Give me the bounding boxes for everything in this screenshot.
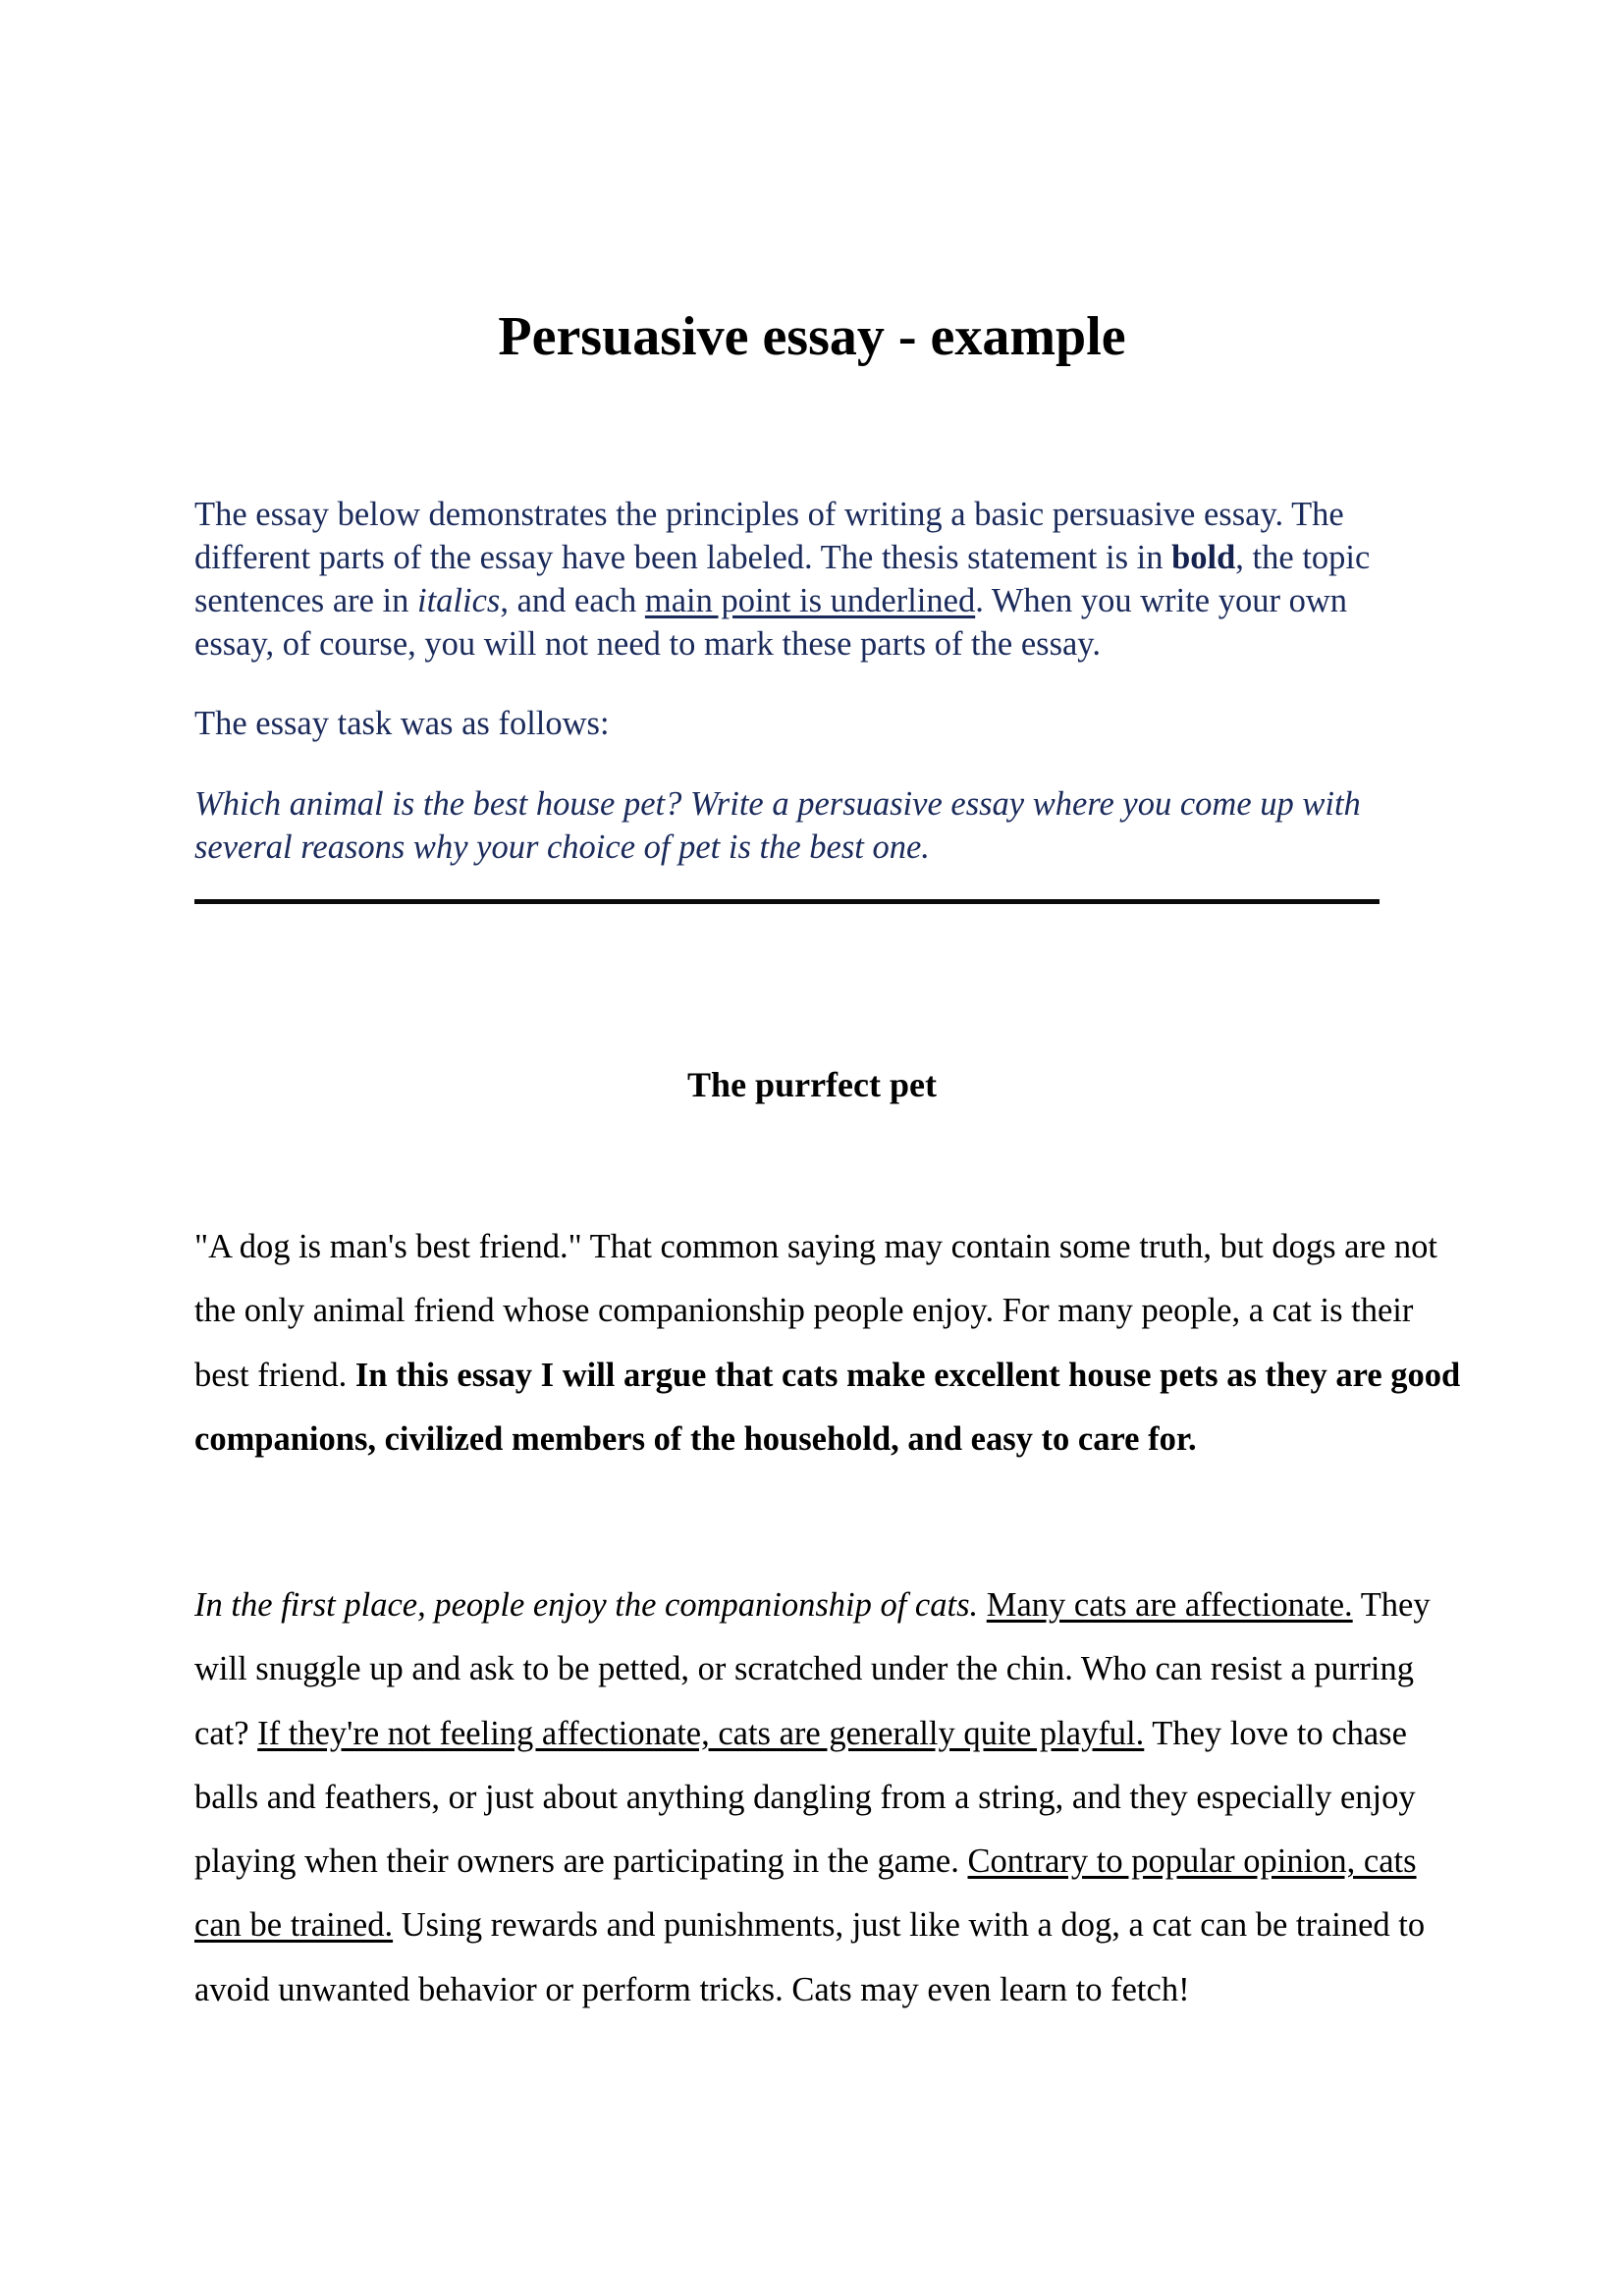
intro-text: . When you write your own essay, of course, you will not need to mark these parts of the essay. bbox=[194, 582, 1347, 663]
intro-text: , and each bbox=[500, 582, 645, 619]
intro-text: , the topic sentences are in bbox=[194, 539, 1371, 619]
essay-title: The purrfect pet bbox=[687, 1065, 937, 1104]
page-title: Persuasive essay - example bbox=[498, 306, 1126, 367]
essay-body-paragraph bbox=[194, 1574, 1461, 2022]
thesis-statement: In this essay I will argue that cats make excellent house pets as they are good companions, civilized members of the household, and easy to care for. bbox=[194, 1356, 1461, 1458]
supporting-text: They will snuggle up and ask to be petted, or scratched under the chin. Who can resist a purring cat? bbox=[194, 1586, 1431, 1752]
essay-opening: "A dog is man's best friend." That common saying may contain some truth, but dogs are not the only animal friend whose companionship people enjoy. For many people, a cat is their best friend. bbox=[194, 1228, 1437, 1394]
underline-example: main point is underlined bbox=[644, 582, 976, 619]
topic-sentence: In the first place, people enjoy the companionship of cats. bbox=[194, 1586, 979, 1624]
supporting-text: Using rewards and punishments, just like with a dog, a cat can be trained to avoid unwanted behavior or perform tricks. Cats may even learn to fetch! bbox=[194, 1906, 1426, 2008]
task-intro: The essay task was as follows: bbox=[194, 705, 610, 742]
italic-example: italics bbox=[417, 582, 501, 619]
main-point: Many cats are affectionate. bbox=[986, 1586, 1353, 1624]
essay-introduction-paragraph bbox=[194, 1215, 1461, 1471]
supporting-text: They love to chase balls and feathers, or just about anything dangling from a string, and they especially enjoy playing when their owners are participating in the game. bbox=[194, 1714, 1416, 1881]
bold-example: bold bbox=[1171, 539, 1236, 576]
essay-task-prompt: Which animal is the best house pet? Write a persuasive essay where you come up with several reasons why your choice of pet is the best one. bbox=[194, 785, 1361, 866]
horizontal-divider bbox=[194, 899, 1380, 904]
intro-paragraph bbox=[194, 493, 1432, 666]
intro-text: The essay below demonstrates the principles of writing a basic persuasive essay. The different parts of the essay have been labeled. The thesis statement is in bbox=[194, 496, 1344, 576]
main-point: Contrary to popular opinion, cats can be trained. bbox=[194, 1842, 1417, 1945]
main-point: If they're not feeling affectionate, cats are generally quite playful. bbox=[257, 1714, 1145, 1752]
